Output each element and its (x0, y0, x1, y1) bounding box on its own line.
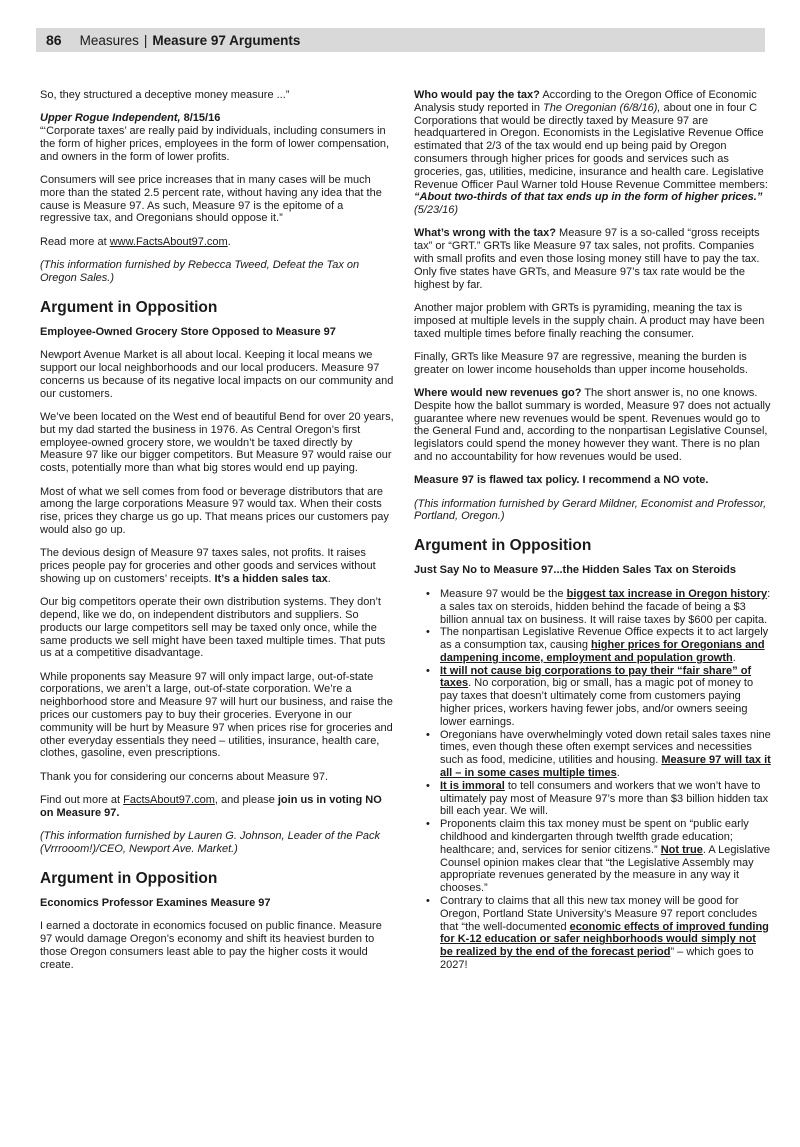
facts-link[interactable]: www.FactsAbout97.com (109, 235, 228, 248)
text-run: Measure 97 would be the (440, 587, 567, 600)
emphasis: It is immoral (440, 779, 505, 792)
header-separator: | (143, 32, 148, 48)
body-paragraph (40, 794, 394, 820)
text-run: Oregonians have overwhelmingly voted down retail sales taxes nine times, even though these often exempt services and necessities such as food, medicine, utilities and housing. (440, 728, 771, 767)
emphasis: biggest tax increase in Oregon history (566, 587, 768, 600)
read-more-prefix: Read more at (40, 235, 110, 248)
body-paragraph: Another major problem with GRTs is pyramiding, meaning the tax is imposed at multiple levels in the supply chain. A product may have been taxed multiple times before finally reaching the consumer. (414, 301, 765, 340)
list-item (426, 818, 771, 895)
page-header (36, 28, 765, 52)
furnished-note-1: (This information furnished by Rebecca Tweed, Defeat the Tax on Oregon Sales.) (40, 258, 360, 284)
emphasis: It’s a hidden sales tax (214, 572, 328, 585)
text-run: . No corporation, big or small, has a magic pot of money to pay taxes that doesn’t ultimately come from customers paying higher prices, workers having fewer jobs, and/or owners seeing lower earnings. (440, 677, 754, 728)
bullet-icon: • (426, 587, 430, 600)
text-run: Measure 97 is a so-called “gross receipts tax” or “GRT.” GRTs like Measure 97 tax sales, not profits. Companies with small profits and even those losing money still have to pay the tax. Only five states have GRTs, and Measure 97’s tax rate would be the highest by far. (414, 227, 760, 291)
list-item (426, 895, 771, 972)
right-column (414, 89, 771, 972)
list-item (426, 626, 771, 664)
argument-heading: Argument in Opposition (414, 537, 592, 555)
emphasis: join us in voting NO on Measure 97. (40, 793, 382, 819)
body-paragraph (40, 547, 394, 585)
body-paragraph: Newport Avenue Market is all about local. Keeping it local means we support our local neighborhoods and our local producers. Measure 97 concerns us because of its negative local impacts on our community and our customers. (40, 349, 394, 400)
emphasis: higher prices for Oregonians and dampening income, employment and population growth (440, 639, 765, 664)
text-run: . (327, 572, 331, 585)
emphasis: Not true (660, 843, 703, 856)
argument-subheading: Economics Professor Examines Measure 97 (40, 896, 271, 909)
body-paragraph (414, 89, 771, 217)
body-paragraph: I earned a doctorate in economics focused on public finance. Measure 97 would damage Oregon’s economy and shift its heaviest burden to those Oregon consumers least able to pay the higher costs it would create. (40, 920, 382, 971)
furnished-note-2: (This information furnished by Lauren G. Johnson, Leader of the Pack (Vrrrooom!)/CEO, Newport Ave. Market.) (40, 830, 380, 855)
emphasis: It will not cause big corporations to pay their “fair share” of taxes (440, 664, 752, 690)
quote-paragraph-2: Consumers will see price increases that in many cases will be much more than the stated 2.5 percent rate, without having any idea that the cause is Measure 97. As such, Measure 97 is the epitome of a regressive tax, and Oregonians should oppose it.” (40, 173, 382, 225)
page-number: 86 (46, 32, 62, 48)
question-lead: Who would pay the tax? (414, 89, 540, 101)
read-more (40, 236, 394, 249)
question-lead: What’s wrong with the tax? (414, 227, 556, 240)
text-run: . (732, 651, 736, 664)
body-paragraph: Thank you for considering our concerns about Measure 97. (40, 770, 328, 783)
furnished-note-3: (This information furnished by Gerard Mildner, Economist and Professor, Portland, Oregon.) (414, 497, 767, 523)
citation-date: (5/23/16) (414, 204, 459, 217)
section-name: Measures (79, 32, 139, 48)
bullet-icon: • (426, 664, 430, 677)
recommendation: Measure 97 is flawed tax policy. I recommend a NO vote. (414, 474, 709, 487)
body-paragraph: While proponents say Measure 97 will only impact large, out-of-state corporations, we aren’t a large, out-of-state corporation. We’re a neighborhood store and Measure 97 will hurt our business, and raise the prices our customers pay to buy their groceries. Everyone in our community will be hurt by Measure 97 when prices rise for groceries and other everyday essentials they need – utilities, insurance, health care, clothes, gasoline, even prescriptions. (40, 670, 393, 760)
body-paragraph: Finally, GRTs like Measure 97 are regressive, meaning the burden is greater on lower income households than upper income households. (414, 350, 748, 376)
text-run: Proponents claim this tax money must be spent on “public early childhood and kindergarten through twelfth grade education; healthcare; and, services for senior citizens.” (440, 818, 749, 856)
source-name: Upper Rogue Independent, (40, 112, 181, 125)
bullet-icon: • (426, 779, 430, 792)
text-run: The nonpartisan Legislative Revenue Office expects it to act largely as a consumption tax, causing (440, 626, 769, 652)
left-column (40, 89, 394, 982)
pull-quote: “About two-thirds of that tax ends up in the form of higher prices.” (414, 191, 763, 204)
body-paragraph: Most of what we sell comes from food or beverage distributors that are among the large corporations Measure 97 would tax. When their costs rise, prices they charge us go up. That means prices our customers pay would also go up. (40, 485, 389, 536)
bullet-icon: • (426, 728, 430, 741)
page-title: Measure 97 Arguments (152, 32, 301, 48)
question-lead: Where would new revenues go? (414, 386, 582, 399)
source-date: 8/15/16 (180, 112, 221, 125)
facts-link-2[interactable]: FactsAbout97.com (123, 793, 215, 806)
list-item (426, 780, 771, 818)
list-item (426, 729, 771, 780)
body-paragraph: We’ve been located on the West end of beautiful Bend for over 20 years, but my dad started the business in 1976. As Central Oregon’s first employee-owned grocery store, we wouldn’t be taxed directly by Measure 97 like our bigger competitors. But Measure 97 would raise our costs, potentially more than what big stores would end up paying. (40, 411, 394, 475)
text-run: The devious design of Measure 97 taxes sales, not profits. It raises prices people pay for groceries and other goods and services without showing up on customers’ receipts. (40, 547, 376, 585)
list-item (426, 665, 771, 729)
list-item (426, 588, 771, 626)
text-run: to tell consumers and workers that we won’t have to ultimately pay most of Measure 97’s more than $3 billion hidden tax bill each year. We will. (440, 779, 769, 818)
body-paragraph (414, 227, 771, 291)
read-more-suffix: . (227, 235, 231, 248)
bullet-icon: • (426, 818, 430, 831)
text-run: . (616, 767, 620, 780)
text-run: The short answer is, no one knows. Despite how the ballot summary is worded, Measure 97 does not actually guarantee where new revenues would be spent. Revenues would go to the General Fund and, according to the nonpartisan Legislative Counsel, legislators could spend the money however they want. There is no plan and no accountability for how revenues would be used. (414, 386, 771, 463)
argument-heading: Argument in Opposition (40, 298, 218, 316)
citation: The Oregonian (6/8/16), (543, 101, 661, 114)
text-run: about one in four C Corporations that would be directly taxed by Measure 97 are headquartered in Oregon. Economists in the Legislative Revenue Office estimated that 2/3 of the tax would end up being paid by Oregon consumers through higher prices for goods and services such as groceries, gas, utilities, medicine, insurance and health care. Legislative Revenue Officer Paul Warner told House Revenue Committee members: (414, 101, 768, 191)
argument-subheading: Just Say No to Measure 97...the Hidden Sales Tax on Steroids (414, 564, 736, 577)
source-line (40, 112, 394, 125)
quote-paragraph-1: “‘Corporate taxes’ are really paid by individuals, including consumers in the form of higher prices, employees in the form of lower compensation, and owners in the form of lower profits. (40, 125, 390, 163)
argument-heading: Argument in Opposition (40, 869, 218, 887)
text-run: : a sales tax on steroids, hidden behind the facade of being a $3 billion annual tax on business. It will raise taxes by $600 per capita. (440, 587, 771, 626)
intro-quote: So, they structured a deceptive money measure ...” (40, 89, 290, 101)
emphasis: economic effects of improved funding for K-12 education or safer neighborhoods would simply not be realized by the end of the forecast period (440, 920, 769, 959)
body-paragraph (414, 387, 771, 464)
body-paragraph: Our big competitors operate their own distribution systems. They don’t depend, like we do, on independent distributors and suppliers. So products our large competitors sell may be taxed only once, while the same products we sell might have been taxed multiple times. That puts us at a competitive disadvantage. (40, 596, 386, 660)
bullet-icon: • (426, 626, 430, 639)
text-run: According to the Oregon Office of Economic Analysis study reported in (414, 89, 757, 114)
text-run: , and please (214, 793, 278, 806)
bullet-list (426, 588, 771, 972)
text-run: Find out more at (40, 793, 124, 806)
text-run: Contrary to claims that all this new tax money will be good for Oregon, Portland State University’s Measure 97 report concludes that “the well-documented (440, 895, 758, 933)
bullet-icon: • (426, 895, 430, 908)
emphasis: Measure 97 will tax it all – in some cases multiple times (440, 754, 771, 780)
argument-subheading: Employee-Owned Grocery Store Opposed to Measure 97 (40, 325, 336, 338)
text-run: . A Legislative Counsel opinion makes clear that “the Legislative Assembly may appropriate revenues generated by the measure in any way it chooses.” (440, 843, 771, 895)
text-run: ” – which goes to 2027! (440, 946, 754, 972)
